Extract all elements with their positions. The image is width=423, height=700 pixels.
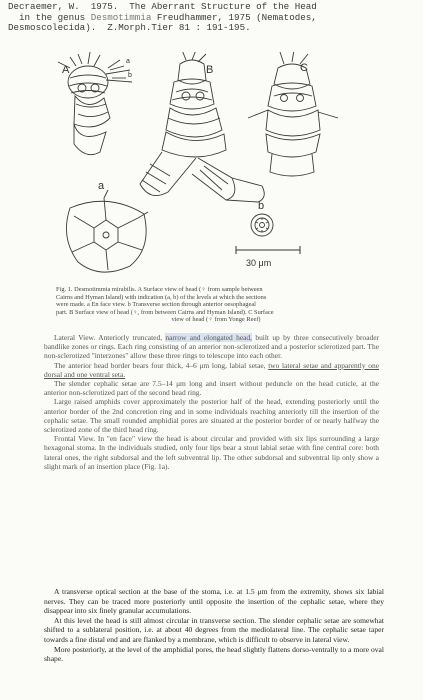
- panel-a-drawing: [66, 190, 148, 272]
- label-b: b: [258, 200, 265, 212]
- para-frontal-view: Frontal View. In "en face" view the head is about circular and provided with six lips surrounding a large hexagonal stoma. In the individuals studied, only four lips bear a stout labial setae with fine central core: both lateral ones, the right subdorsal and the left subventral lip. The other subdorsal and subventral lip only show a slight mark of an insertion place (Fig. 1a).: [44, 434, 379, 471]
- body-text: [44, 333, 379, 471]
- scale-bar: [236, 246, 300, 254]
- citation-genus: Desmotimmia: [90, 11, 152, 23]
- caption-line-3: were made. a En face view. b Transverse section through anterior oesophageal: [56, 301, 256, 309]
- level-mark-b: b: [128, 72, 132, 79]
- label-a: a: [98, 180, 105, 192]
- panel-b-drawing: [251, 214, 273, 236]
- para-1-highlight: narrow and elongated head,: [165, 333, 253, 342]
- scale-label: 30 μm: [246, 258, 272, 268]
- lower-text: [44, 587, 384, 664]
- para-amphids: Large raised amphids cover approximately the posterior half of the head, extending posteriorly until the anterior border of the 2nd concretion ring and in some individuals reaching anteriorly till the insertion of the cephalic setae. The small rounded amphidial pores are situated at the posterior border of or nearly halfway the sclerotized zone of the third head ring.: [44, 397, 379, 435]
- para-labial-setae: [44, 361, 379, 379]
- para-2-text: The anterior head border bears four thick, 4–6 μm long, labial setae,: [54, 360, 269, 370]
- label-B: B: [206, 64, 214, 76]
- caption-line-1: Fig. 1. Desmotimmia mirabilis. A Surface view of head (♀ from sample between: [56, 286, 263, 293]
- label-C: C: [300, 62, 308, 74]
- para-cephalic-setae: The slender cephalic setae are 7.5–14 μm long and insert without peduncle on the head cuticle, at the anterior non-sclerotized part of the second head ring.: [44, 379, 379, 398]
- citation-header: [8, 2, 418, 34]
- caption-line-2: Cairns and Hyman Island) with indication (a, b) of the levels at which the sections: [56, 293, 267, 301]
- para-posterior-level: More posteriorly, at the level of the amphidial pores, the head slightly flattens dorso-ventrally to a more oval shape.: [44, 644, 384, 664]
- para-1-text-a: Lateral View. Anteriorly truncated,: [54, 333, 166, 342]
- para-1-text-b: built up by three consecutively broader bandlike zones or rings. Each ring consisting of an anterior non-sclerotized and a posterior sclerotized part. The non-sclerotized "interzones" allow these three rings to telescope into each other.: [44, 333, 379, 361]
- caption-line-4: part. B Surface view of head (♀, from between Cairns and Hyman Island). C Surface: [56, 308, 274, 316]
- citation-line-2a: in the genus: [8, 11, 91, 23]
- caption-line-5: view of head (♀ from Yonge Reef): [171, 316, 261, 324]
- panel-B-drawing: [140, 52, 264, 202]
- para-2-underline: two lateral setae and apparently one dorsal and one ventral seta.: [44, 360, 379, 379]
- para-circular-level: At this level the head is still almost circular in transverse section. The slender cephalic setae are somewhat shifted to a sublateral position, i.e. at about 40 degrees from the mediolateral line. The cephalic setae taper towards a fine distal end and are flanked by a membrane, which is difficult to observe in lateral view.: [44, 615, 384, 644]
- citation-line-1: Decraemer, W. 1975. The Aberrant Structure of the Head: [8, 1, 317, 12]
- figure-1: [0, 52, 423, 280]
- figure-caption: [56, 286, 376, 324]
- label-A: A: [62, 64, 70, 76]
- citation-line-3: Desmoscolecida). Z.Morph.Tier 81 : 191-195.: [8, 22, 251, 33]
- figure-drawings: [0, 52, 423, 280]
- level-mark-a: a: [126, 58, 130, 65]
- citation-line-2b: Freudhammer, 1975 (Nematodes,: [151, 11, 317, 23]
- para-lateral-view: [44, 333, 379, 361]
- para-transverse-section: A transverse optical section at the base of the stoma, i.e. at 1.5 μm from the extremity, shows six labial nerves. They can be traced more posteriorly until opposite the insertion of the cephalic setae, where they disappear into six finely granular accumulations.: [44, 587, 384, 616]
- panel-C-drawing: [248, 52, 338, 176]
